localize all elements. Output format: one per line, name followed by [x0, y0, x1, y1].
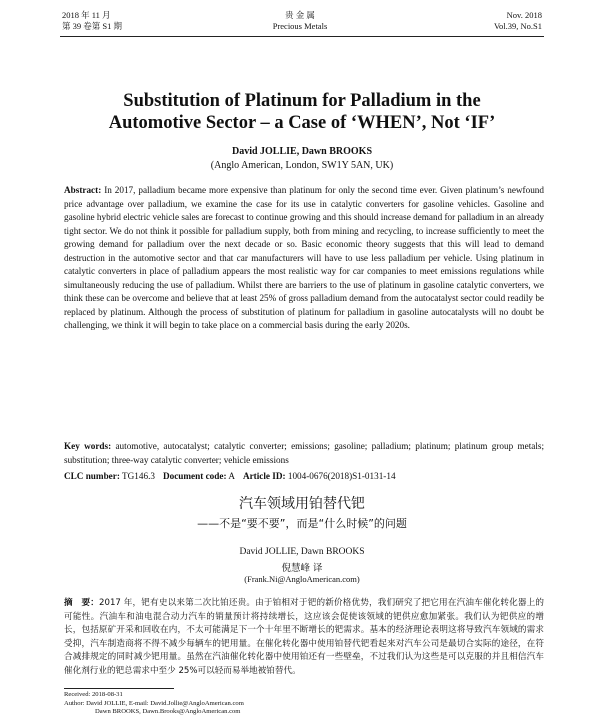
- keywords-label: Key words:: [64, 441, 112, 451]
- journal-name-cn: 贵 金 属: [285, 10, 315, 20]
- chinese-title: 汽车领域用铂替代钯: [239, 496, 365, 512]
- header-right: [494, 10, 542, 32]
- classification-line: [64, 470, 544, 483]
- abstract: [64, 184, 544, 333]
- chinese-abstract-label: 摘 要：: [64, 598, 100, 608]
- doc-code-value: A: [228, 471, 235, 481]
- header-volume-cn: 第 39 卷第 S1 期: [62, 21, 122, 31]
- author-contact-2: Dawn BROOKS, Dawn.Brooks@AngloAmerican.com: [95, 708, 241, 716]
- footnote: [64, 691, 544, 717]
- clc-label: CLC number:: [64, 471, 120, 481]
- chinese-abstract-text: 2017 年，钯有史以来第二次比铂还贵。由于铂相对于钯的新价格优势，我们研究了把它用在汽油车催化转化器上的可能性。汽油车和油电混合动力汽车的销量预计将持续增长，这应该会促使该领域的钯供应愈加紧张。我们认为钯供应的增长，包括原矿开采和回收在内，不太可能满足下一个十年里不断增长的钯需求。基本的经济理论表明这将导致汽车领域的需求受抑，汽车制造商将不得不减少每辆车的钯用量。在催化转化器中使用铂替代钯看起来对汽车公司是最切合实际的途径，在符合减排规定的同时减少钯用量。虽然在汽油催化转化器中使用铂还有一些壁垒，不过我们认为这些是可以克服的并且相信汽车催化剂行业的钯总需求中至少 25%可以轻而易举地被铂替代。: [64, 598, 544, 676]
- abstract-text: In 2017, palladium became more expensive than platinum for only the second time ever. Given platinum’s newfound price advantage over palladium, we examine the case for its use in catalytic converters for gasoline vehicles. Gasoline and gasoline hybrid electric vehicle sales are forecast to continue growing and this should increase demand for palladium in an already tight sector. We do not think it possible for palladium supply, both from mining and recycling, to increase sufficiently to meet the growing demand for palladium over the next decade or so. Basic economic theory suggests that this will lead to demand destruction in the automotive sector and that car manufacturers will have to use less palladium per vehicle. Using platinum in catalytic converters in place of palladium appears the most realistic way for car companies to meet emissions regulations while simultaneously reducing the use of palladium. Whilst there are barriers to the use of platinum in gasoline catalytic converters, we think these can be overcome and believe that at least 25% of gross palladium demand from the autocatalyst sector could readily be replaced by platinum. Although the process of substitution of platinum for palladium in gasoline autocatalysts will no doubt be challenging, we think it will begin to take place on a commercial basis during the early 2020s.: [64, 185, 544, 330]
- article-id-label: Article ID:: [242, 471, 286, 481]
- chinese-translator: 倪慧峰 译: [281, 563, 323, 574]
- title-line-1: Substitution of Platinum for Palladium in the: [123, 91, 481, 111]
- article-id-value: 1004-0676(2018)S1-0131-14: [287, 471, 396, 481]
- header-date-en: Nov. 2018: [506, 10, 542, 20]
- clc-value: TG146.3: [122, 471, 155, 481]
- chinese-subtitle: ——不是“要不要”，而是“什么时候”的问题: [197, 517, 407, 530]
- article-authors: David JOLLIE, Dawn BROOKS: [231, 146, 373, 157]
- keywords-text: automotive, autocatalyst; catalytic converter; emissions; gasoline; palladium; platinum; platinum group metals; substitution; three-way catalytic converter; vehicle emissions: [64, 441, 545, 465]
- journal-name-en: Precious Metals: [272, 21, 328, 31]
- translator-email: (Frank.Ni@AngloAmerican.com): [244, 574, 360, 584]
- header-divider: [60, 36, 544, 37]
- author-contact-1: Author: David JOLLIE, E-mail: David.Jollie@AngloAmerican.com: [64, 699, 244, 707]
- footnote-divider: [64, 688, 174, 689]
- header-date-cn: 2018 年 11 月: [62, 10, 111, 20]
- received-date: Received: 2018-08-31: [64, 691, 123, 698]
- chinese-authors: David JOLLIE, Dawn BROOKS: [239, 547, 365, 557]
- abstract-label: Abstract:: [64, 185, 102, 195]
- keywords: [64, 440, 544, 467]
- chinese-abstract: [64, 597, 544, 679]
- article-affiliation: (Anglo American, London, SW1Y 5AN, UK): [210, 160, 394, 171]
- doc-code-label: Document code:: [162, 471, 227, 481]
- article-title: [60, 90, 544, 134]
- header-volume-en: Vol.39, No.S1: [493, 21, 542, 31]
- title-line-2: Automotive Sector – a Case of ‘WHEN’, Not ‘IF’: [108, 113, 496, 133]
